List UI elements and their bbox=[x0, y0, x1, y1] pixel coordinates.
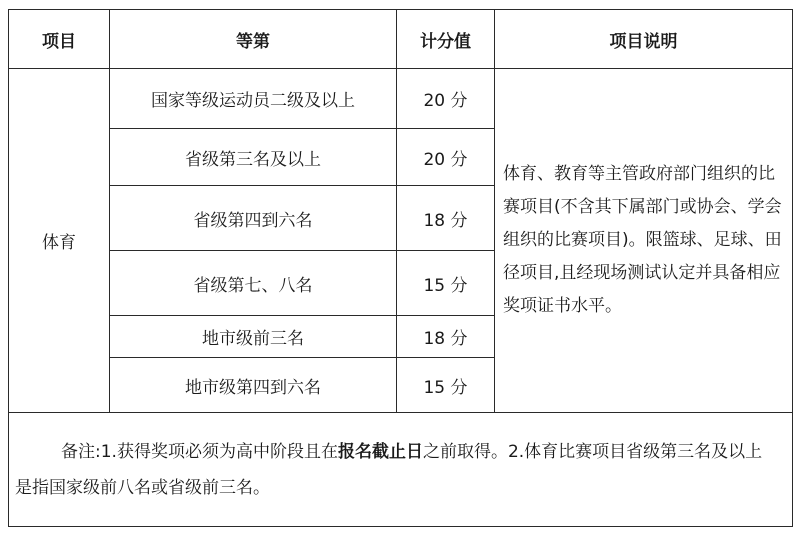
note-row bbox=[9, 413, 793, 527]
grade-cell: 地市级前三名 bbox=[110, 316, 397, 358]
note-cell bbox=[9, 413, 793, 527]
score-cell: 20 分 bbox=[397, 69, 495, 129]
score-cell: 18 分 bbox=[397, 316, 495, 358]
note-text bbox=[9, 434, 778, 506]
score-cell: 15 分 bbox=[397, 358, 495, 413]
note-prefix: 备注:1.获得奖项必须为高中阶段且在 bbox=[61, 441, 338, 462]
grade-cell: 国家等级运动员二级及以上 bbox=[110, 69, 397, 129]
grade-cell: 省级第七、八名 bbox=[110, 251, 397, 316]
category-cell: 体育 bbox=[9, 69, 110, 413]
grade-cell: 省级第四到六名 bbox=[110, 186, 397, 251]
note-deadline-emphasis: 报名截止日 bbox=[337, 441, 423, 462]
header-score: 计分值 bbox=[397, 10, 495, 69]
note-suffix: 之前取得。2.体育比赛项目省级第三名及以上是指国家级前八名或省级前三名。 bbox=[15, 441, 763, 498]
table-row bbox=[9, 69, 793, 129]
score-cell: 15 分 bbox=[397, 251, 495, 316]
score-cell: 18 分 bbox=[397, 186, 495, 251]
scoring-table bbox=[8, 9, 793, 527]
header-grade: 等第 bbox=[110, 10, 397, 69]
header-row bbox=[9, 10, 793, 69]
description-cell: 体育、教育等主管政府部门组织的比赛项目(不含其下属部门或协会、学会组织的比赛项目)。限篮球、足球、田径项目,且经现场测试认定并具备相应奖项证书水平。 bbox=[495, 69, 793, 413]
header-project: 项目 bbox=[9, 10, 110, 69]
grade-cell: 省级第三名及以上 bbox=[110, 129, 397, 186]
score-cell: 20 分 bbox=[397, 129, 495, 186]
header-description: 项目说明 bbox=[495, 10, 793, 69]
scoring-table-wrapper bbox=[8, 9, 792, 529]
grade-cell: 地市级第四到六名 bbox=[110, 358, 397, 413]
